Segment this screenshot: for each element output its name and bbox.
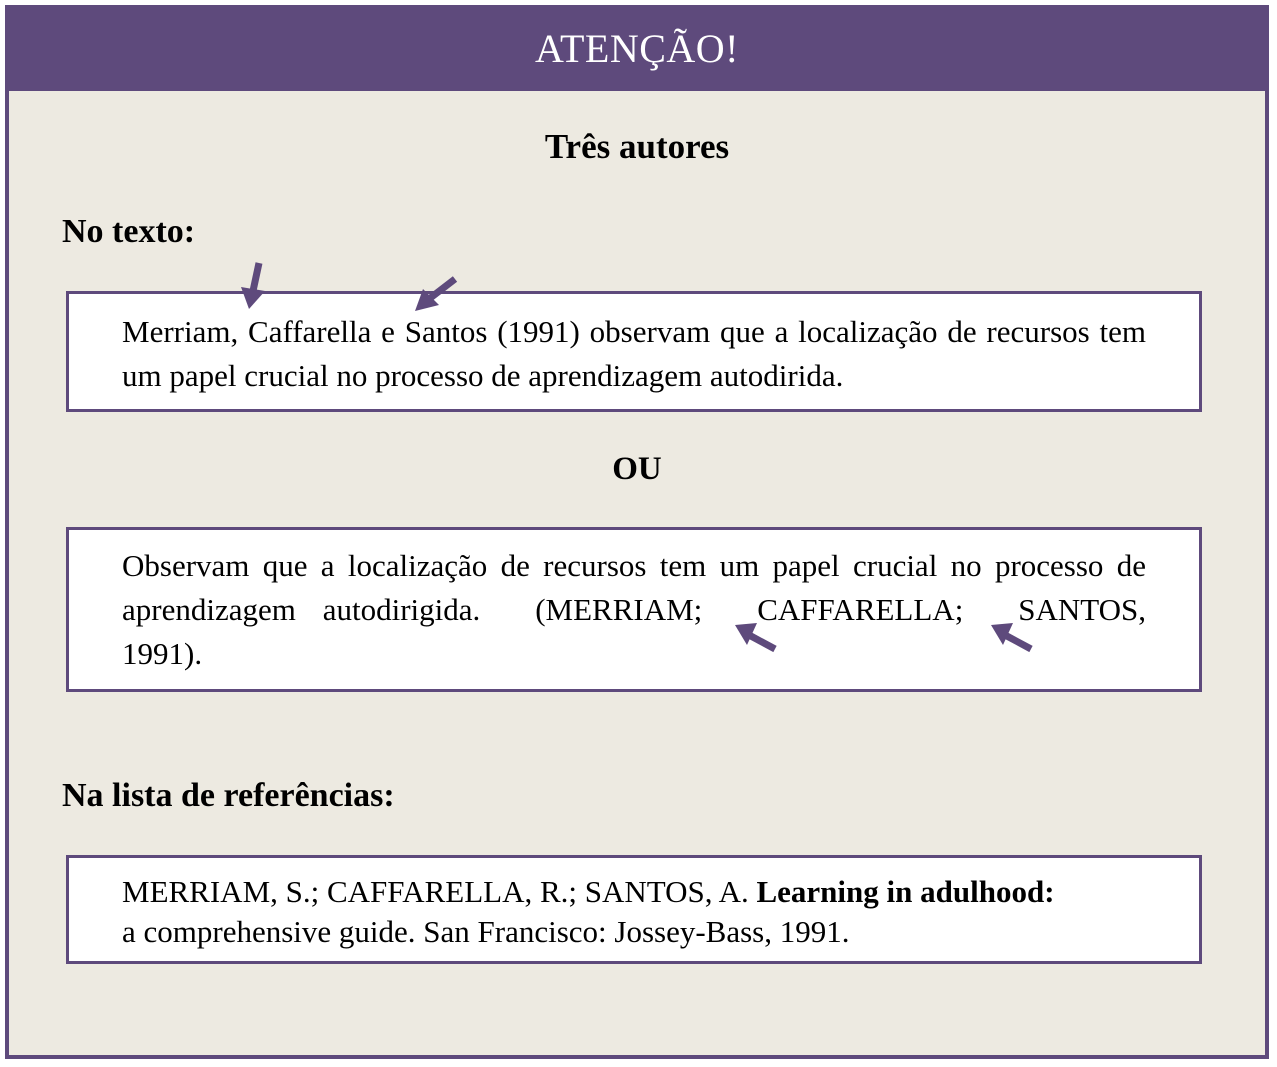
- reference-authors: MERRIAM, S.; CAFFARELLA, R.; SANTOS, A.: [122, 874, 749, 909]
- heading-lista-referencias: Na lista de referências:: [62, 777, 395, 814]
- reference-entry: [122, 872, 1146, 952]
- reference-details: a comprehensive guide. San Francisco: Jossey-Bass, 1991.: [122, 914, 850, 949]
- example-parenthetical-sentence: Observam que a localização de recursos tem um papel crucial no processo de aprendizagem autodirigida.: [122, 548, 1146, 627]
- reference-title: Learning in adulhood:: [756, 874, 1055, 909]
- subtitle: Três autores: [544, 127, 730, 166]
- citation-merriam: (MERRIAM;: [535, 592, 703, 627]
- citation-caffarella: CAFFARELLA;: [757, 592, 964, 627]
- arrow-up-left-icon-2: [985, 617, 1037, 657]
- reference-box: [66, 855, 1202, 964]
- heading-no-texto: No texto:: [62, 213, 196, 250]
- banner-title: ATENÇÃO!: [9, 9, 1265, 91]
- arrow-down-icon: [231, 261, 271, 313]
- separator-ou: OU: [612, 451, 662, 487]
- attention-panel: [5, 5, 1269, 1059]
- citation-santos: SANTOS,: [1018, 592, 1146, 627]
- example-narrative-text: Merriam, Caffarella e Santos (1991) observam que a localização de recursos tem um papel crucial no processo de aprendizagem autodirida.: [122, 314, 1146, 393]
- arrow-down-left-icon: [409, 273, 461, 319]
- citation-year: 1991).: [122, 636, 203, 671]
- arrow-up-left-icon-1: [729, 617, 781, 657]
- example-box-parenthetical: [66, 527, 1202, 692]
